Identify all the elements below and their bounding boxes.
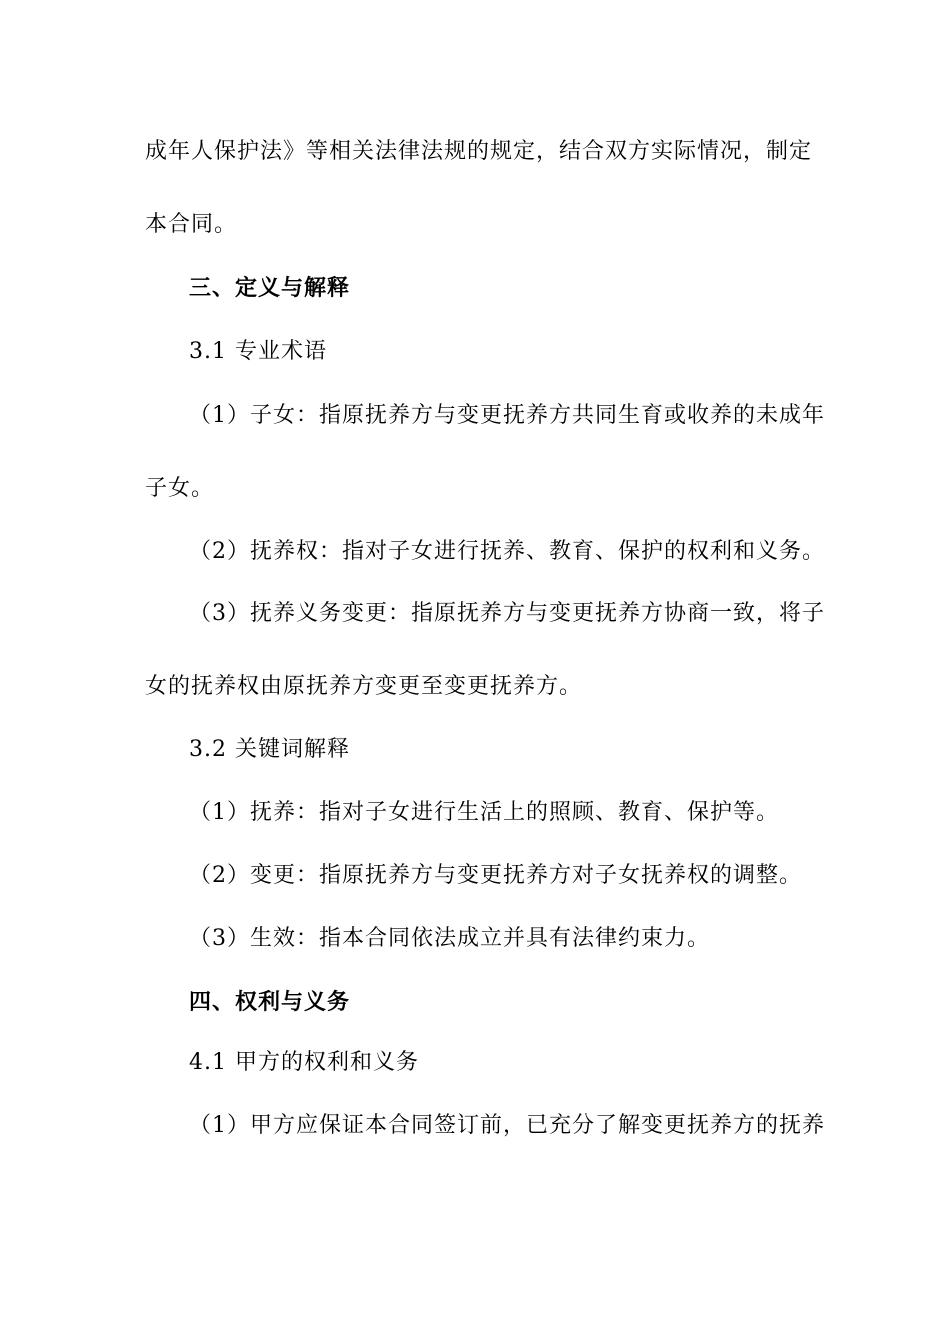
section-heading: 四、权利与义务 (189, 989, 351, 1015)
paragraph-line: 女的抚养权由原抚养方变更至变更抚养方。 (145, 674, 583, 699)
paragraph-line: 成年人保护法》等相关法律法规的规定，结合双方实际情况，制定 (145, 139, 813, 164)
subsection-heading: 3.2 关键词解释 (189, 737, 350, 762)
paragraph-line: （3）抚养义务变更：指原抚养方与变更抚养方协商一致，将子 (189, 601, 825, 626)
paragraph-line: （1）抚养：指对子女进行生活上的照顾、教育、保护等。 (189, 800, 779, 825)
paragraph-line: 子女。 (145, 476, 215, 501)
paragraph-line: （1）甲方应保证本合同签订前，已充分了解变更抚养方的抚养 (189, 1113, 825, 1138)
paragraph-line: 本合同。 (145, 212, 238, 237)
subsection-heading: 3.1 专业术语 (189, 339, 327, 364)
paragraph-line: （3）生效：指本合同依法成立并具有法律约束力。 (189, 926, 710, 951)
paragraph-line: （2）变更：指原抚养方与变更抚养方对子女抚养权的调整。 (189, 863, 802, 888)
paragraph-line: （2）抚养权：指对子女进行抚养、教育、保护的权利和义务。 (189, 539, 825, 564)
paragraph-line: （1）子女：指原抚养方与变更抚养方共同生育或收养的未成年 (189, 403, 825, 428)
subsection-heading: 4.1 甲方的权利和义务 (189, 1050, 419, 1075)
section-heading: 三、定义与解释 (189, 275, 351, 301)
